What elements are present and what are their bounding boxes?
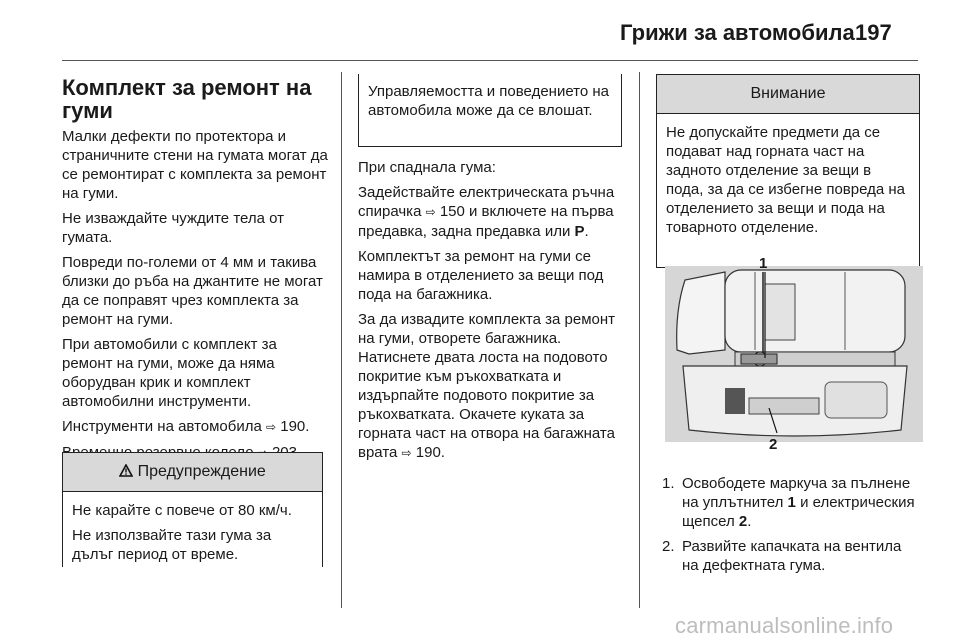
flat-tyre-heading: При спаднала гума:	[358, 159, 496, 176]
figure-label-1: 1	[759, 255, 768, 272]
kit-removal: За да извадите комплекта за ремонт на гуми, отворете багажника. Натиснете двата лоста на подовото покритие към ръкохватката и издърпайте подовото покритие за ръкохватката. Окачете куката за горната част на отвора на багажната врата ⇨ 190.	[358, 311, 615, 461]
page-ref-arrow-icon: ⇨	[266, 420, 277, 434]
caution-text: Не допускайте предмети да се подават над горната част на задното отделение за вещи в пода, за да се избегне повреда на отделението за вещи и пода на товарното отделение.	[666, 124, 906, 236]
warning-line: Не карайте с повече от 80 км/ч.	[72, 502, 292, 519]
tools-reference: Инструменти на автомобила ⇨ 190.	[62, 418, 310, 435]
column-divider-1	[341, 72, 342, 608]
tyre-repair-kit-figure	[665, 250, 925, 460]
step-item: 2. Развийте капачката на вентила на дефектната гума.	[662, 538, 902, 574]
page-ref-arrow-icon: ⇨	[401, 446, 412, 460]
handbrake-instruction: Задействайте електрическата ръчна спирачка ⇨ 150 и включете на първа предавка, задна предавка или P.	[358, 184, 615, 240]
page-header-title: Грижи за автомобила	[620, 20, 855, 45]
tools-ref-link[interactable]: 190.	[280, 418, 310, 435]
warning-box	[62, 452, 323, 567]
steps-list	[662, 474, 922, 581]
paragraph: Не изваждайте чуждите тела от гумата.	[62, 210, 285, 246]
column-1	[62, 76, 330, 469]
warning-continuation-box	[358, 74, 622, 147]
page-number: 197	[855, 20, 892, 45]
watermark: carmanualsonline.info	[675, 613, 894, 638]
warning-header	[63, 453, 322, 492]
handbrake-ref-link[interactable]: 150	[439, 203, 465, 220]
column-divider-2	[639, 72, 640, 608]
warning-line: Не използвайте тази гума за дълъг период от време.	[72, 527, 272, 563]
paragraph: Повреди по-големи от 4 мм и такива близки до ръба на джантите не могат да се поправят чрез комплекта за ремонт на гуми.	[62, 254, 323, 328]
caution-header: Внимание	[657, 75, 919, 114]
page-ref-arrow-icon: ⇨	[425, 205, 436, 219]
gear-p: P	[574, 223, 585, 240]
warning-triangle-icon	[119, 463, 137, 480]
paragraph: Малки дефекти по протектора и страничните стени на гумата могат да се ремонтират с комплекта за ремонт на гуми.	[62, 128, 328, 202]
header-divider	[62, 60, 918, 61]
column-2	[358, 158, 624, 469]
paragraph: При автомобили с комплект за ремонт на гуми, може да няма оборудван крик и комплект автомобилни инструменти.	[62, 336, 277, 410]
section-heading: Комплект за ремонт на гуми	[62, 75, 312, 123]
caution-box	[656, 74, 920, 268]
removal-ref-link[interactable]: 190.	[415, 444, 445, 461]
kit-location: Комплектът за ремонт на гуми се намира в отделението за вещи под пода на багажника.	[358, 248, 604, 303]
warning-continuation-text: Управляемостта и поведението на автомобила може да се влошат.	[368, 83, 610, 119]
step-item: 1. Освободете маркуча за пълнене на уплътнител 1 и електрическия щепсел 2.	[662, 475, 915, 530]
figure-label-2: 2	[769, 436, 778, 453]
warning-title: Предупреждение	[137, 463, 266, 480]
